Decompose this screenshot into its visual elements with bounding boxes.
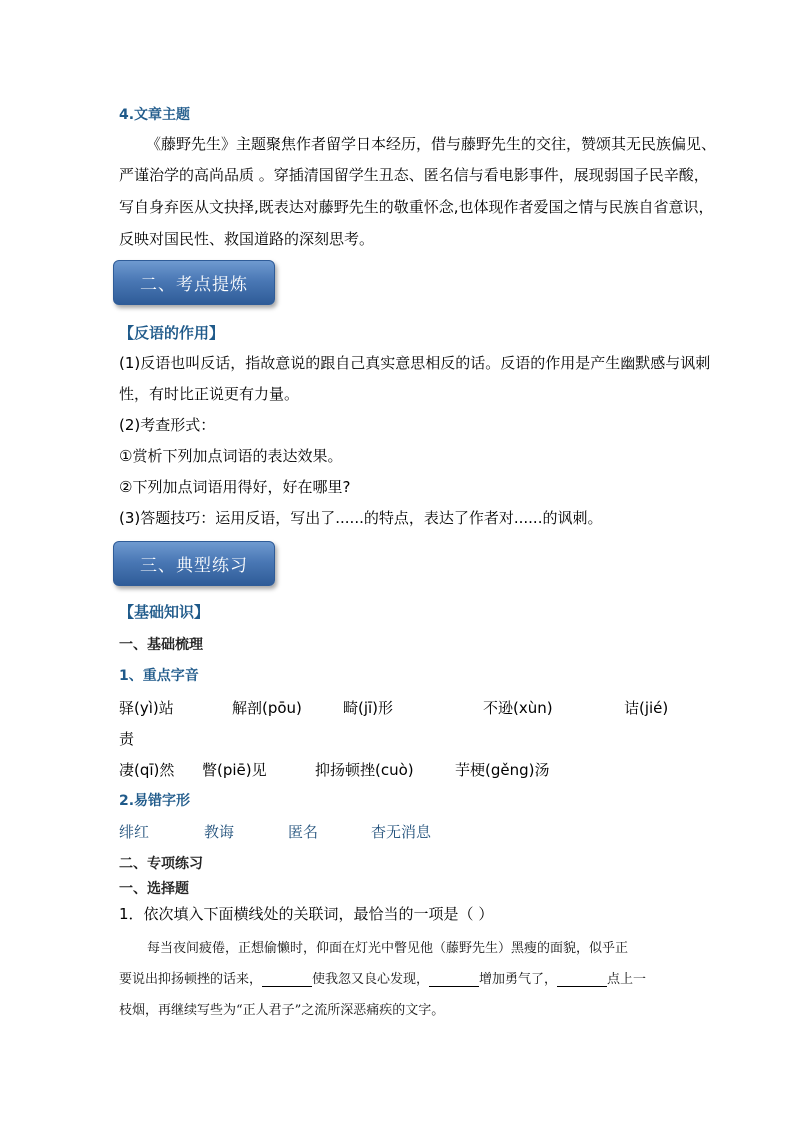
passage-line-1: 每当夜间疲倦，正想偷懒时，仰面在灯光中瞥见他（藤野先生）黑瘦的面貌，似乎正 [147, 941, 629, 956]
practice-heading: 二、专项练习 [119, 856, 203, 872]
basics-sub-2: 1、重点字音 [119, 668, 199, 684]
passage-segment: 要说出抑扬顿挫的话来， [119, 972, 263, 987]
answer-blank[interactable] [557, 974, 607, 987]
word-item: 教诲 [204, 823, 235, 841]
basics-sub-1: 一、基础梳理 [119, 637, 203, 653]
topic-line-4: 反映对国民性、救国道路的深刻思考。 [119, 230, 375, 248]
irony-line-1: (1)反语也叫反话，指故意说的跟自己真实意思相反的话。反语的作用是产生幽默感与讽刺 [119, 354, 711, 372]
topic-line-1: 《藤野先生》主题聚焦作者留学日本经历，借与藤野先生的交往，赞颂其无民族偏见、 [146, 135, 717, 153]
passage-segment: 点上一 [607, 972, 647, 987]
passage-line-2 [119, 968, 646, 987]
choice-heading: 一、选择题 [119, 881, 189, 897]
topic-line-2: 严谨治学的高尚品质 。穿插清国留学生丑态、匿名信与看电影事件，展现弱国子民辛酸， [119, 166, 709, 184]
pron-item: 解剖(pōu) [232, 699, 302, 717]
basics-heading: 【基础知识】 [119, 603, 210, 621]
topic-line-3: 写自身弃医从文抉择,既表达对藤野先生的敬重怀念,也体现作者爱国之情与民族自省意识， [119, 198, 714, 216]
pron-item: 瞥(piē)见 [202, 761, 267, 779]
answer-blank[interactable] [429, 974, 479, 987]
passage-segment: 使我忽又良心发现， [312, 972, 430, 987]
word-item: 匿名 [288, 823, 319, 841]
passage-line-3: 枝烟，再继续写些为“正人君子”之流所深恶痛疾的文字。 [119, 1003, 445, 1018]
irony-line-5: ②下列加点词语用得好，好在哪里? [119, 478, 351, 496]
irony-line-4: ①赏析下列加点词语的表达效果。 [119, 447, 343, 465]
pron-item: 芋梗(gěng)汤 [455, 761, 550, 779]
section-title-kaodian: 二、考点提炼 [113, 260, 275, 305]
pron-item: 诘(jié) [624, 699, 669, 717]
answer-blank[interactable] [262, 974, 312, 987]
pron-item: 抑扬顿挫(cuò) [315, 761, 414, 779]
pron-item: 凄(qī)然 [119, 761, 175, 779]
topic-heading: 4.文章主题 [119, 107, 191, 123]
passage-segment: 增加勇气了， [479, 972, 558, 987]
irony-line-6: (3)答题技巧：运用反语，写出了......的特点，表达了作者对......的讽刺。 [119, 509, 603, 527]
irony-heading: 【反语的作用】 [119, 324, 225, 342]
pron-item: 畸(jī)形 [343, 699, 394, 717]
word-item: 绯红 [119, 823, 150, 841]
question-1: 1．依次填入下面横线处的关联词，最恰当的一项是（ ） [119, 905, 494, 923]
pron-item: 驿(yì)站 [119, 699, 174, 717]
basics-sub-3: 2.易错字形 [119, 793, 191, 809]
word-item: 杳无消息 [371, 823, 432, 841]
section-title-practice: 三、典型练习 [113, 541, 275, 586]
irony-line-2: 性，有时比正说更有力量。 [119, 385, 300, 403]
pron-item-wrap: 责 [119, 730, 135, 748]
pron-item: 不逊(xùn) [483, 699, 553, 717]
irony-line-3: (2)考查形式： [119, 416, 216, 434]
